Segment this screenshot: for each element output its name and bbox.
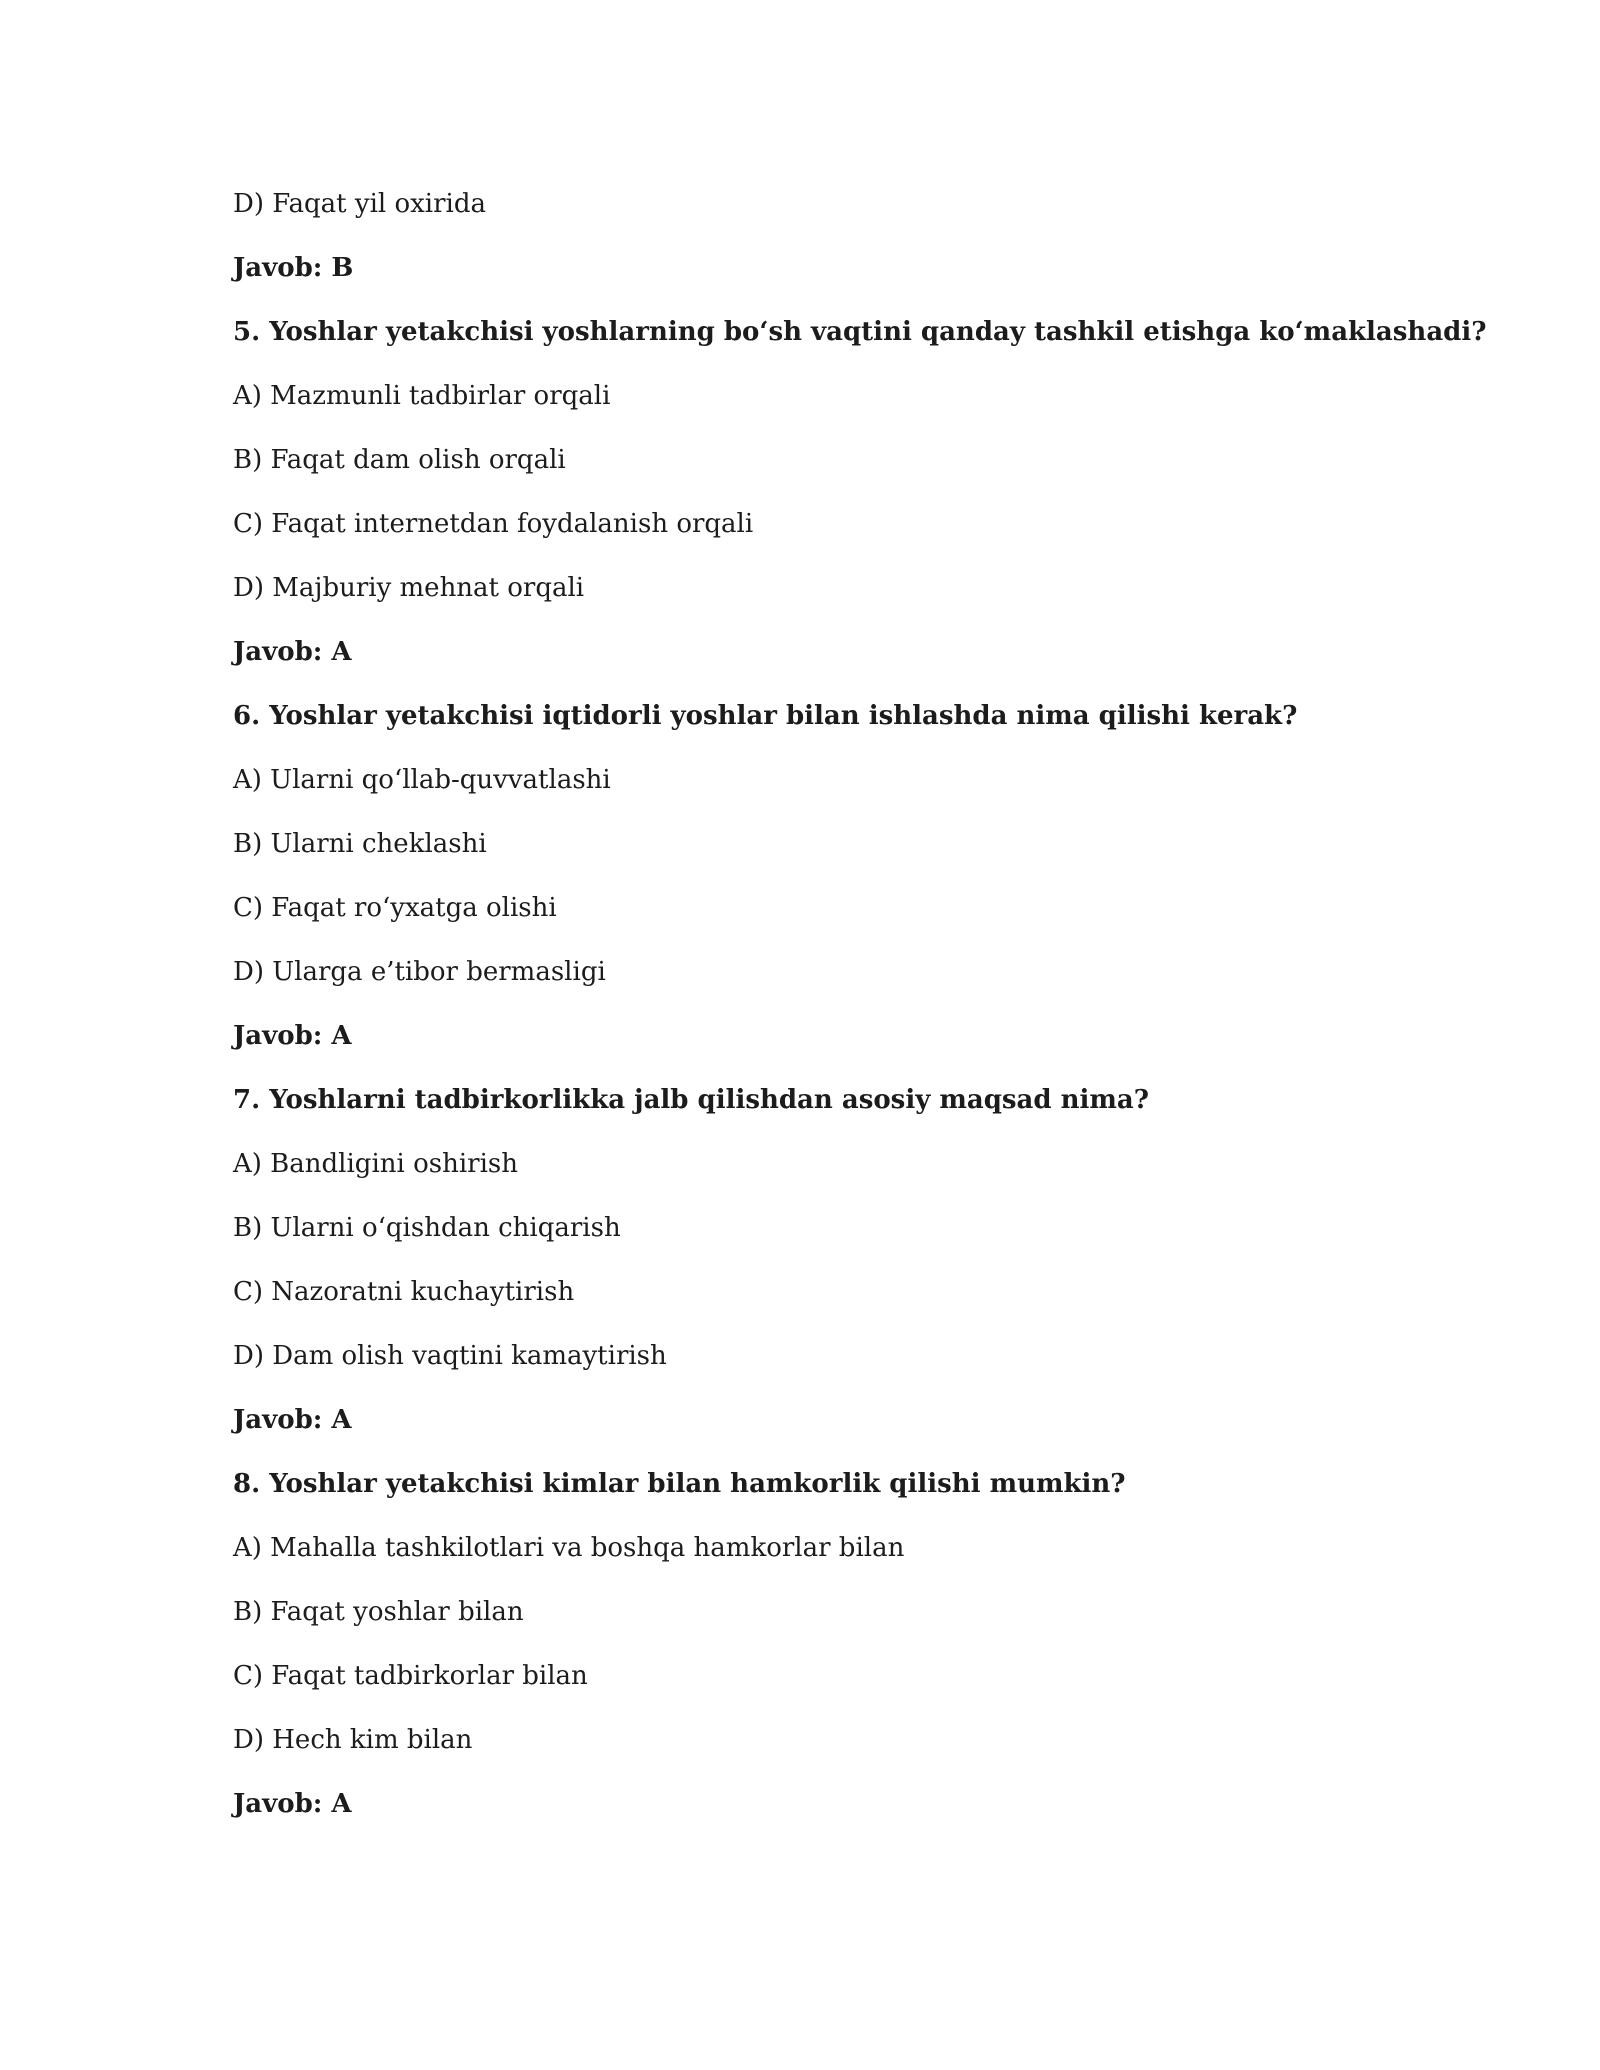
answer: Javob: A	[233, 1789, 352, 1819]
option-d: D) Hech kim bilan	[233, 1725, 473, 1755]
option-a: A) Bandligini oshirish	[233, 1149, 518, 1179]
option-a: A) Ularni qo‘llab-quvvatlashi	[233, 765, 611, 795]
option-a: A) Mazmunli tadbirlar orqali	[233, 381, 611, 411]
option-d: D) Ularga e’tibor bermasligi	[233, 957, 606, 987]
question-block-5	[233, 312, 1487, 696]
option-b: B) Faqat yoshlar bilan	[233, 1597, 524, 1627]
option-d: D) Majburiy mehnat orqali	[233, 573, 585, 603]
option-a: A) Mahalla tashkilotlari va boshqa hamkorlar bilan	[233, 1533, 905, 1563]
question-title: 7. Yoshlarni tadbirkorlikka jalb qilishdan asosiy maqsad nima?	[233, 1085, 1149, 1115]
question-block-8	[233, 1464, 1433, 1848]
question-title: 8. Yoshlar yetakchisi kimlar bilan hamkorlik qilishi mumkin?	[233, 1469, 1126, 1499]
answer: Javob: A	[233, 637, 352, 667]
question-title: 5. Yoshlar yetakchisi yoshlarning bo‘sh vaqtini qanday tashkil etishga ko‘maklashadi?	[233, 317, 1487, 347]
option-b: B) Ularni cheklashi	[233, 829, 487, 859]
option-c: C) Faqat ro‘yxatga olishi	[233, 893, 557, 923]
answer: Javob: A	[233, 1021, 352, 1051]
option-c: C) Faqat internetdan foydalanish orqali	[233, 509, 754, 539]
document-content	[233, 184, 1487, 1848]
question-title: 6. Yoshlar yetakchisi iqtidorli yoshlar bilan ishlashda nima qilishi kerak?	[233, 701, 1298, 731]
option-c: C) Nazoratni kuchaytirish	[233, 1277, 575, 1307]
lead-option-d: D) Faqat yil oxirida	[233, 189, 486, 219]
option-b: B) Ularni o‘qishdan chiqarish	[233, 1213, 621, 1243]
option-c: C) Faqat tadbirkorlar bilan	[233, 1661, 588, 1691]
answer: Javob: A	[233, 1405, 352, 1435]
question-block-7	[233, 1080, 1433, 1464]
option-b: B) Faqat dam olish orqali	[233, 445, 566, 475]
question-block-6	[233, 696, 1433, 1080]
lead-answer: Javob: B	[233, 253, 354, 283]
option-d: D) Dam olish vaqtini kamaytirish	[233, 1341, 667, 1371]
